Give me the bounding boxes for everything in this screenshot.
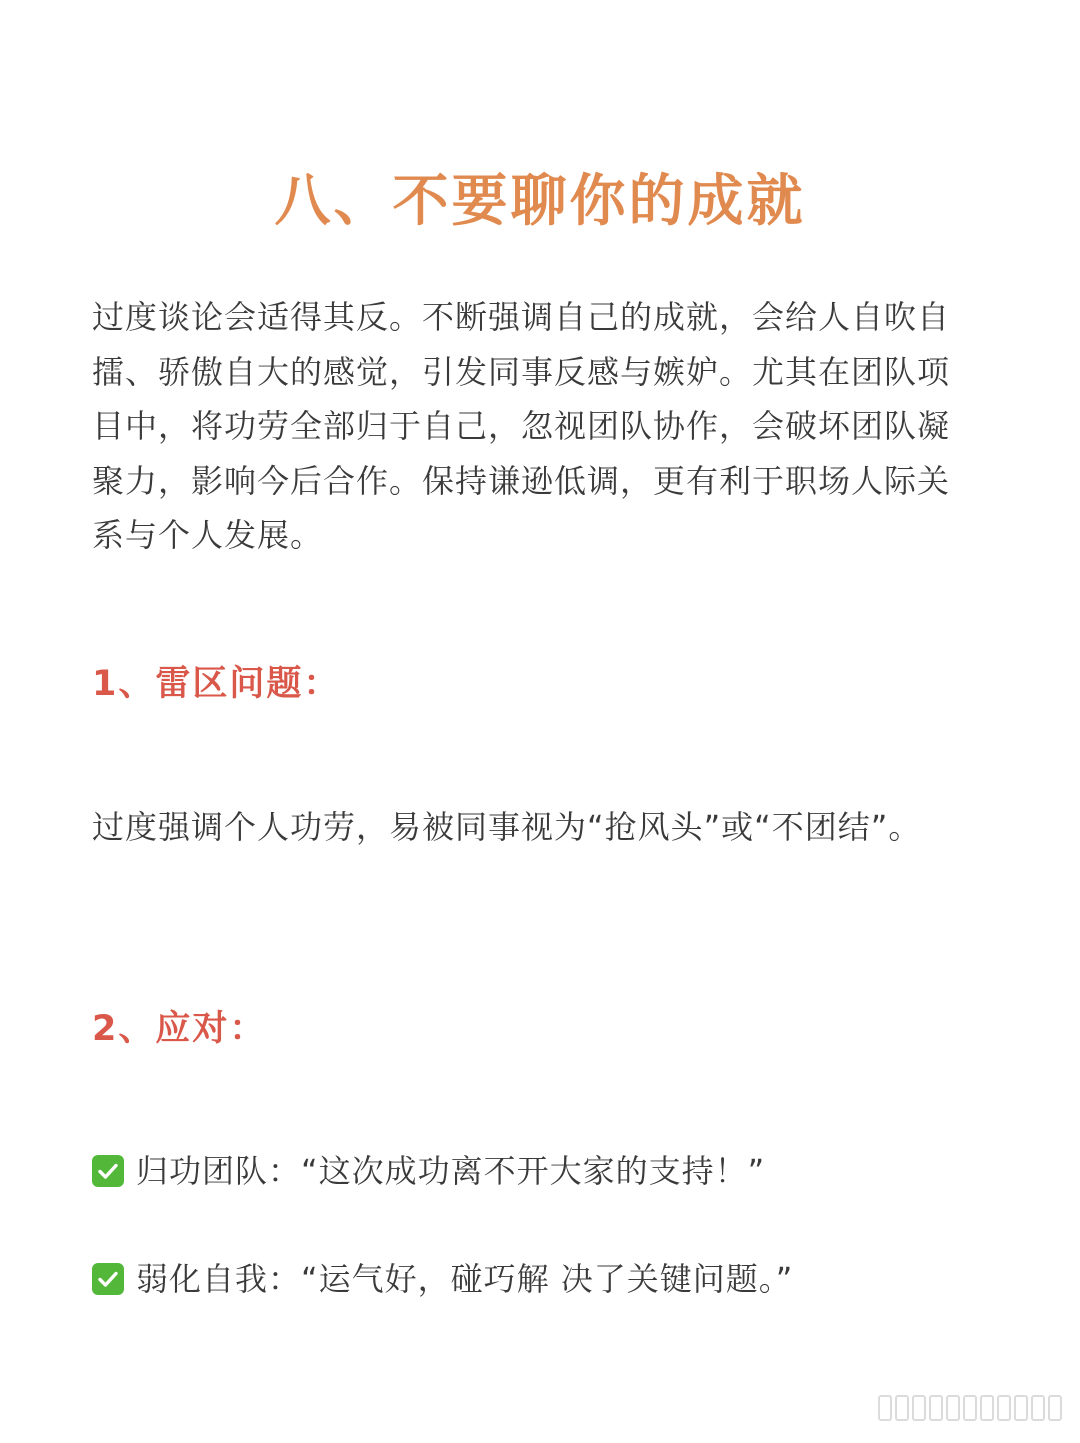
tip-text: 归功团队：“这次成功离不开大家的支持！” [136,1152,766,1190]
check-mark-icon [92,1263,124,1295]
article-title: 八、不要聊你的成就 [274,168,806,234]
watermark-logo [878,1395,1062,1421]
section-heading-problem: 1、雷区问题： [92,664,341,704]
section-heading-response: 2、应对： [92,1009,267,1049]
problem-paragraph: 过度强调个人功劳，易被同事视为“抢风头”或“不团结”。 [92,808,922,846]
tip-text: 弱化自我：“运气好，碰巧解 决了关键问题。” [136,1260,794,1298]
check-mark-icon [92,1155,124,1187]
tip-item [92,1146,765,1196]
intro-paragraph: 过度谈论会适得其反。不断强调自己的成就，会给人自吹自擂、骄傲自大的感觉，引发同事反感与嫉妒。尤其在团队项目中，将功劳全部归于自己，忽视团队协作，会破坏团队凝聚力，影响今后合作。保持谦逊低调，更有利于职场人际关系与个人发展。 [92,298,951,554]
tip-item [92,1254,793,1304]
